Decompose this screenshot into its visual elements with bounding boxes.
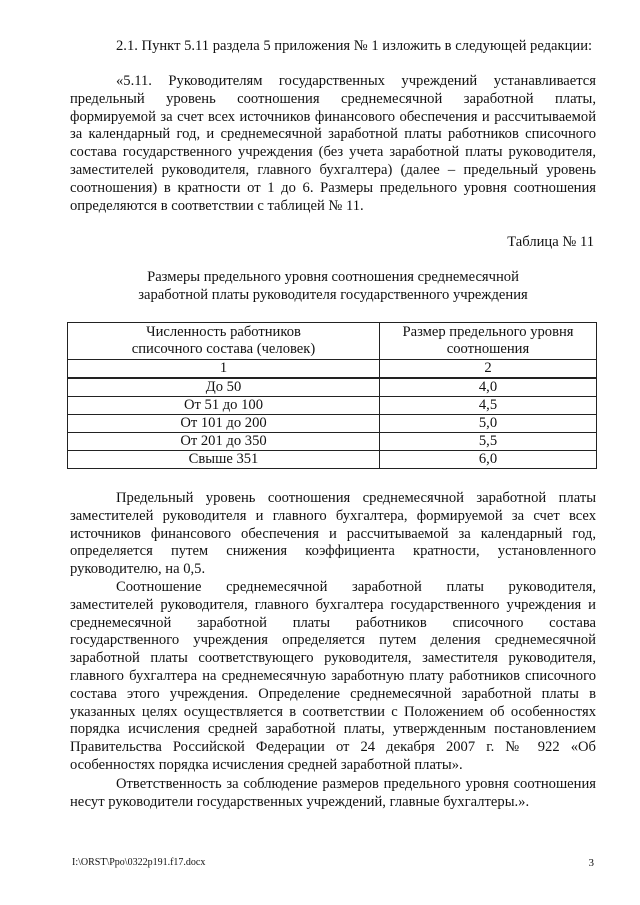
paragraph-responsibility: Ответственность за соблюдение размеров предельного уровня соотношения несут руководители государственных учреждений, главные бухгалтеры.». — [70, 776, 596, 810]
staff-range-cell: От 201 до 350 — [68, 433, 380, 451]
staff-range-cell: От 101 до 200 — [68, 415, 380, 433]
header-staff-line-1: Численность работников — [146, 324, 301, 340]
table-header-row — [68, 323, 597, 360]
paragraph-amendment-intro: 2.1. Пункт 5.11 раздела 5 приложения № 1 изложить в следующей редакции: — [116, 38, 593, 54]
column-number-1: 1 — [68, 360, 380, 379]
table-row — [68, 378, 597, 397]
page-number: 3 — [588, 857, 594, 869]
staff-range-cell: Свыше 351 — [68, 451, 380, 469]
table-row — [68, 433, 597, 451]
footer-file-path: I:\ORST\Ppo\0322p191.f17.docx — [72, 857, 206, 868]
table-label: Таблица № 11 — [507, 234, 594, 250]
table-number-row — [68, 360, 597, 379]
ratio-value-cell: 6,0 — [380, 451, 597, 469]
ratio-value-cell: 5,0 — [380, 415, 597, 433]
ratio-value-cell: 5,5 — [380, 433, 597, 451]
column-number-2: 2 — [380, 360, 597, 379]
ratio-table — [67, 322, 597, 469]
table-row — [68, 451, 597, 469]
header-staff-line-2: списочного состава (человек) — [131, 341, 316, 357]
table-title-line-1: Размеры предельного уровня соотношения среднемесячной — [147, 269, 519, 285]
table-title-line-2: заработной платы руководителя государственного учреждения — [138, 287, 528, 303]
table-title — [70, 268, 596, 304]
paragraph-ratio-calculation: Соотношение среднемесячной заработной платы руководителя, заместителей руководителя, главного бухгалтера государственного учреждения и среднемесячной заработной платы работников списочного состава государственного учреждения определяется путем деления среднемесячной заработной платы соответствующего руководителя, заместителя руководителя, главного бухгалтера на среднемесячную заработную плату работников списочного состава этого учреждения. Определение среднемесячной заработной платы в указанных целях осуществляется в соответствии с Положением об особенностях порядка исчисления средней заработной платы, утвержденным постановлением Правительства Российской Федерации от 24 декабря 2007 г. № 922 «Об особенностях порядка исчисления средней заработной платы». — [70, 579, 596, 773]
paragraph-deputy-ratio: Предельный уровень соотношения среднемесячной заработной платы заместителей руководителя и главного бухгалтера, формируемой за счет всех источников финансового обеспечения и рассчитываемой за календарный год, определяется путем снижения коэффициента кратности, установленного руководителю, на 0,5. — [70, 490, 596, 578]
staff-range-cell: От 51 до 100 — [68, 397, 380, 415]
table-row — [68, 415, 597, 433]
staff-range-cell: До 50 — [68, 378, 380, 397]
paragraph-5-11: «5.11. Руководителям государственных учреждений устанавливается предельный уровень соотношения среднемесячной заработной платы, формируемой за счет всех источников финансового обеспечения и рассчитываемой за календарный год, и среднемесячной заработной платы работников списочного состава государственного учреждения (без учета заработной платы руководителя, заместителей руководителя, главного бухгалтера) (далее – предельный уровень соотношения) в кратности от 1 до 6. Размеры предельного уровня соотношения определяются в соответствии с таблицей № 11. — [70, 73, 596, 214]
header-ratio-line-1: Размер предельного уровня — [402, 324, 574, 340]
header-cell-ratio-level — [380, 323, 597, 360]
header-cell-staff-count — [68, 323, 380, 360]
ratio-value-cell: 4,0 — [380, 378, 597, 397]
header-ratio-line-2: соотношения — [446, 341, 530, 357]
table-row — [68, 397, 597, 415]
ratio-value-cell: 4,5 — [380, 397, 597, 415]
